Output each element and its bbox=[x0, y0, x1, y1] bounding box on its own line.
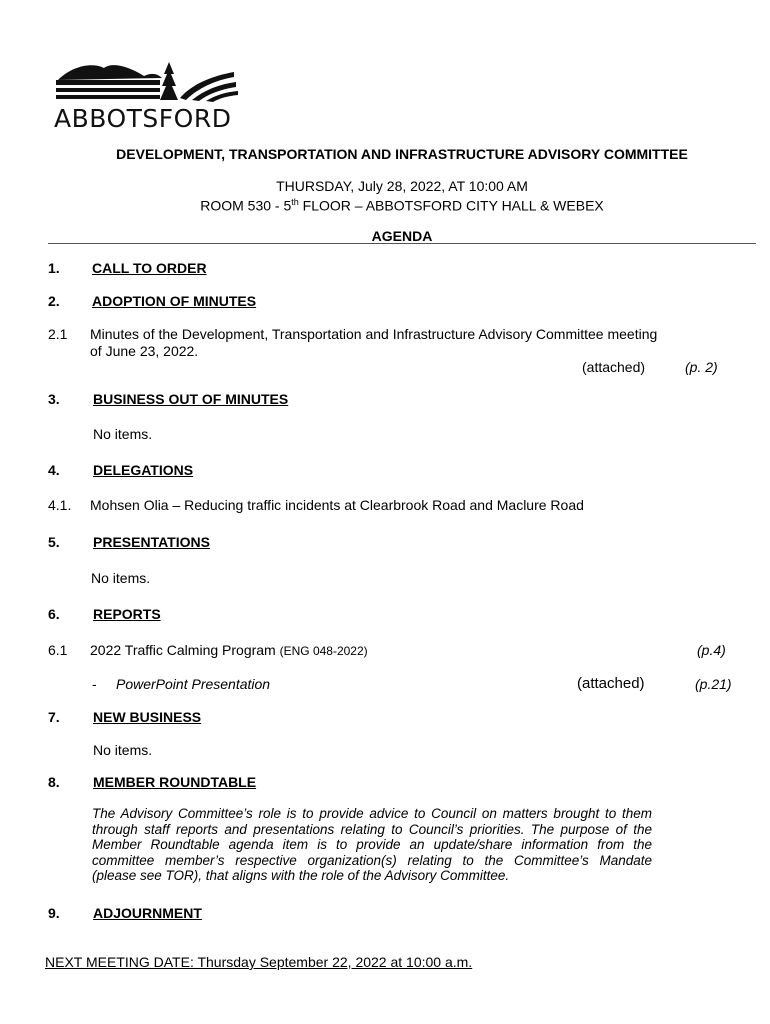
section-number: 1. bbox=[48, 260, 60, 276]
delegation-text: Mohsen Olia – Reducing traffic incidents at Clearbrook Road and Maclure Road bbox=[90, 497, 584, 513]
paragraph-line: (please see TOR), that aligns with the role of the Advisory Committee. bbox=[92, 868, 510, 883]
section-title-business-out-of-minutes: BUSINESS OUT OF MINUTES bbox=[93, 391, 289, 407]
item-number: 6.1 bbox=[48, 642, 68, 658]
minutes-text-line1: Minutes of the Development, Transportation and Infrastructure Advisory Committee meeting bbox=[90, 326, 658, 342]
header-divider bbox=[48, 243, 756, 244]
no-items-note: No items. bbox=[93, 426, 153, 442]
agenda-heading: AGENDA bbox=[371, 228, 433, 244]
section-title-new-business: NEW BUSINESS bbox=[93, 709, 202, 725]
page-reference: (p.21) bbox=[695, 676, 732, 692]
section-number: 5. bbox=[48, 534, 60, 550]
section-number: 2. bbox=[48, 293, 60, 309]
report-title bbox=[90, 642, 368, 658]
section-number: 8. bbox=[48, 774, 60, 790]
section-title-presentations: PRESENTATIONS bbox=[93, 534, 210, 550]
paragraph-line: The Advisory Committee’s role is to provide advice to Council on matters brought to them bbox=[92, 806, 652, 821]
logo-wordmark: ABBOTSFORD bbox=[54, 104, 232, 133]
meeting-date: THURSDAY, July 28, 2022, AT 10:00 AM bbox=[276, 178, 528, 194]
section-title-adjournment: ADJOURNMENT bbox=[93, 905, 202, 921]
section-title-call-to-order: CALL TO ORDER bbox=[92, 260, 207, 276]
no-items-note: No items. bbox=[93, 742, 153, 758]
location-superscript: th bbox=[291, 197, 299, 207]
no-items-note: No items. bbox=[91, 570, 151, 586]
section-number: 9. bbox=[48, 905, 60, 921]
item-number: 2.1 bbox=[48, 326, 68, 342]
page-reference: (p.4) bbox=[697, 642, 726, 658]
meeting-location bbox=[48, 194, 756, 215]
section-title-delegations: DELEGATIONS bbox=[93, 462, 194, 478]
attached-status: (attached) bbox=[582, 359, 646, 375]
section-title-adoption-of-minutes: ADOPTION OF MINUTES bbox=[92, 293, 257, 309]
logo-stripe bbox=[56, 80, 160, 85]
paragraph-line: committee member’s respective organization(s) relating to the Committee’s Mandate bbox=[92, 852, 652, 868]
committee-title: DEVELOPMENT, TRANSPORTATION AND INFRASTRUCTURE ADVISORY COMMITTEE bbox=[116, 146, 688, 162]
next-meeting-date: NEXT MEETING DATE: Thursday September 22, 2022 at 10:00 a.m. bbox=[45, 954, 473, 970]
report-reference: (ENG 048-2022) bbox=[279, 644, 368, 658]
paragraph-line: Member Roundtable agenda item is to provide an update/share information from the bbox=[92, 837, 652, 852]
item-number: 4.1. bbox=[48, 497, 72, 513]
section-number: 4. bbox=[48, 462, 60, 478]
logo-stripe bbox=[56, 95, 160, 99]
logo-mountains bbox=[58, 65, 162, 80]
location-text: ROOM 530 - 5 bbox=[200, 197, 292, 214]
location-text-rest: FLOOR – ABBOTSFORD CITY HALL & WEBEX bbox=[298, 197, 604, 214]
section-number: 3. bbox=[48, 391, 60, 407]
logo-tree bbox=[160, 62, 178, 100]
section-number: 7. bbox=[48, 709, 60, 725]
attached-status: (attached) bbox=[577, 675, 645, 692]
logo-stripe bbox=[56, 88, 160, 92]
report-name: 2022 Traffic Calming Program bbox=[90, 642, 276, 658]
paragraph-line: through staff reports and presentations relating to Council’s priorities. The purpose of the bbox=[92, 821, 652, 837]
minutes-text-line2: of June 23, 2022. bbox=[90, 343, 199, 359]
powerpoint-presentation: PowerPoint Presentation bbox=[116, 676, 271, 692]
roundtable-description bbox=[92, 806, 652, 884]
section-title-member-roundtable: MEMBER ROUNDTABLE bbox=[93, 774, 257, 790]
section-number: 6. bbox=[48, 606, 60, 622]
list-dash: - bbox=[92, 676, 97, 692]
section-title-reports: REPORTS bbox=[93, 606, 161, 622]
page-reference: (p. 2) bbox=[685, 359, 718, 375]
